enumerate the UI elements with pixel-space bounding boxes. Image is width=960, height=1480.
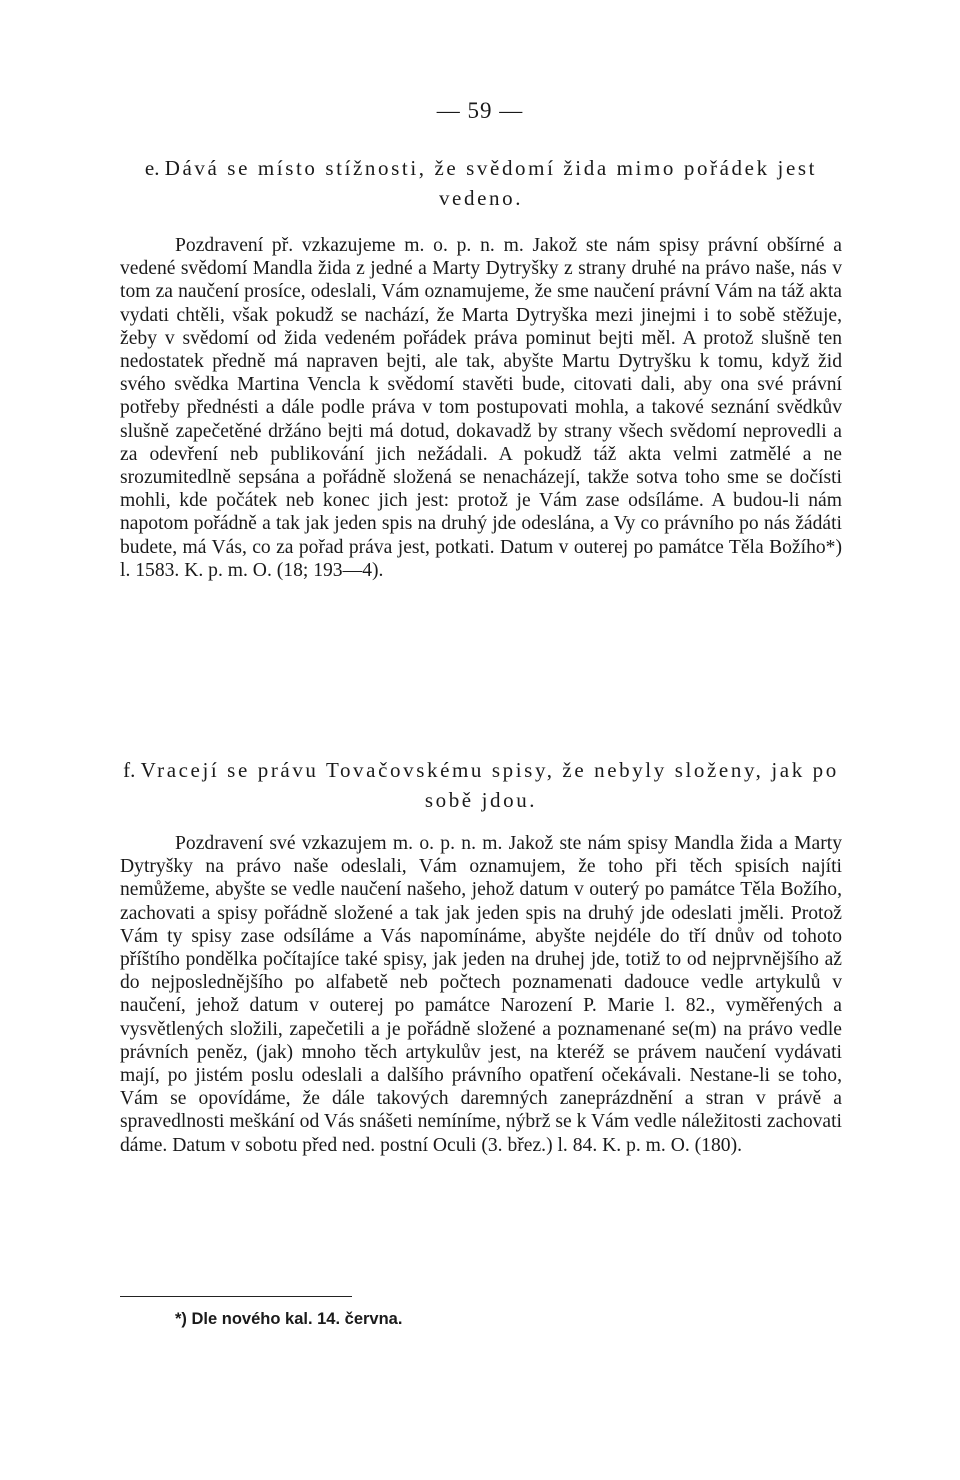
- section-e-body: [120, 234, 842, 582]
- section-f-body-text: Pozdravení své vzkazujem m. o. p. n. m. Jakož ste nám spisy Mandla žida a Marty Dytryšky na právo naše odeslali, Vám oznamujem, že toho při těch spisích najíti nemůžeme, abyšte se vedle naučení našeho, jehož datum v outerý po památce Těla Božího, zachovati a spisy pořádně složené a tak jak jeden spis na druhý jde odeslati jměli. Protož Vám ty spisy zase odsíláme a Vás napomínáme, abyšte nejdéle do tří dnův od tohoto příštího pondělka počítajíce také spisy, jak jeden na druhej jde, totiž to od nejprvnějšího až do nejposlednějšího po alfabetě neb počtech poznamenati dadouce vedle artykulů v naučení, jehož datum v outerej po památce Narození P. Marie l. 82., vyměřených a vysvětlených složili, zapečetili a je pořádně složené a poznamenané se(m) na právo vedle právních peněz, (jak) mnoho těch artykulův jest, na kteréž se právem naučení vydávati mají, po jistém poslu odeslali a dalšího právního opatření očekávali. Nestane-li se toho, Vám se opovídáme, že dále takových daremných zaneprázdnění a stran v právě a spravedlnosti meškání od Vás snášeti nemíníme, nýbrž se k Vám vedle náležitosti zachovati dáme. Datum v sobotu před ned. postní Oculi (3. břez.) l. 84. K. p. m. O. (180).: [120, 833, 842, 1156]
- section-f-title: Vracejí se právu Tovačovskému spisy, že nebyly složeny, jak po sobě jdou.: [140, 758, 839, 812]
- section-e-letter: e.: [144, 156, 160, 180]
- footnote-rule: [120, 1296, 352, 1297]
- section-e-title: Dává se místo stížnosti, že svědomí žida mimo pořádek jest vedeno.: [164, 156, 818, 210]
- section-e-heading: [120, 153, 842, 213]
- footnote: *) Dle nového kal. 14. června.: [175, 1310, 403, 1328]
- section-f-heading: [120, 755, 842, 815]
- section-e-body-text: Pozdravení př. vzkazujeme m. o. p. n. m. Jakož ste nám spisy právní obšírné a vedené svědomí Mandla žida z jedné a Marty Dytryšky z strany druhé na právo naše, nás v tom za naučení prosíce, odeslali, Vám oznamujeme, že sme naučení právní Vám na táž akta vydati chtěli, však pokudž se nachází, že Marta Dytryška mezi jinejmi i to sobě stěžuje, žeby v svědomí od žida vedeném pořádek práva pominut bejti měl. A protož slušně ten nedostatek předně má napraven bejti, ale tak, abyšte Martu Dytryšku k tomu, když žid svého svědka Martina Vencla k svědomí stavěti bude, citovati dali, aby ona své právní potřeby přednésti a dále podle práva v tom postupovati mohla, a takové seznání svědkův slušně zapečetěné držáno bejti má dotud, dokavadž by strany všech svědomí neprovedli a za odevření neb publikování jich nežádali. A pokudž táž akta velmi zatmělé a ne srozumitedlně sepsána a pořádně složená se nenacházejí, takže sotva toho sme se dočísti mohli, kde počátek neb konec jich jest: protož je Vám zase odsíláme. A budou-li nám napotom pořádně a tak jak jeden spis na druhý jde odeslána, a Vy co právního po nás žádáti budete, má Vás, co za pořad práva jest, potkati. Datum v outerej po památce Těla Božího*) l. 1583. K. p. m. O. (18; 193—4).: [120, 235, 842, 581]
- section-f-letter: f.: [123, 758, 136, 782]
- section-f-body: [120, 832, 842, 1157]
- page-number: — 59 —: [436, 98, 524, 123]
